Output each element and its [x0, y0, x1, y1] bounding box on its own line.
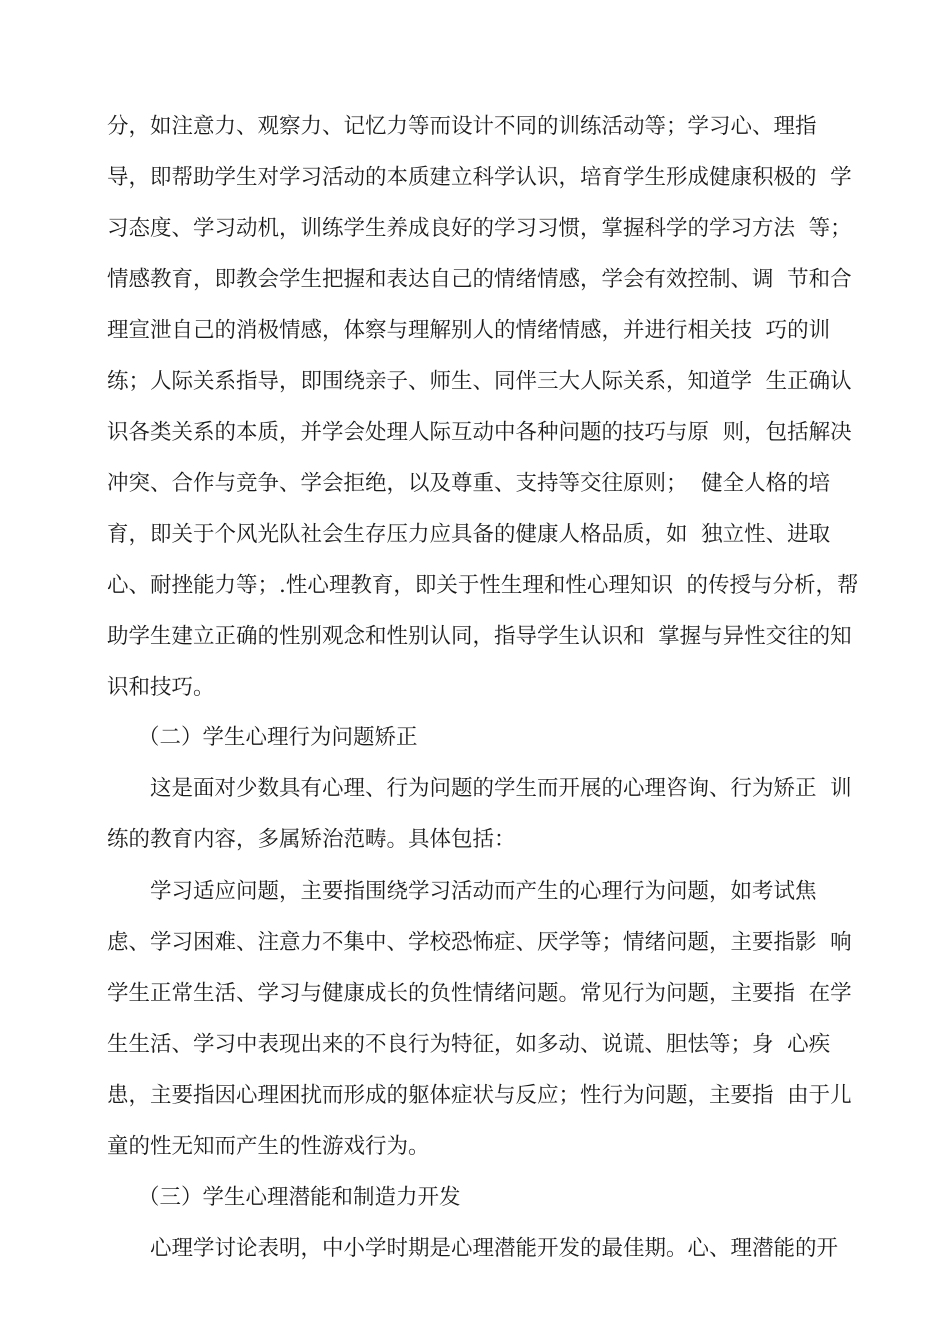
- section-heading-3: （三）学生心理潜能和制造力开发: [138, 1185, 461, 1210]
- section-heading-2: （二）学生心理行为问题矫正: [138, 725, 418, 750]
- paragraph-2-line: 这是面对少数具有心理、行为问题的学生而开展的心理咨询、行为矫正 训: [150, 776, 852, 801]
- paragraph-1-line: 情感教育，即教会学生把握和表达自己的情绪情感，学会有效控制、调 节和合: [107, 267, 852, 292]
- paragraph-1-line: 育，即关于个风光队社会生存压力应具备的健康人格品质，如 独立性、进取: [107, 522, 831, 547]
- paragraph-3-line: 童的性无知而产生的性游戏行为。: [107, 1134, 430, 1159]
- paragraph-3-line: 患，主要指因心理困扰而形成的躯体症状与反应；性行为问题，主要指 由于儿: [107, 1083, 852, 1108]
- paragraph-1-line: 识各类关系的本质，并学会处理人际互动中各种问题的技巧与原 则，包括解决: [107, 420, 852, 445]
- paragraph-1-line: 识和技巧。: [107, 675, 215, 700]
- paragraph-3-line: 学生正常生活、学习与健康成长的负性情绪问题。常见行为问题，主要指 在学: [107, 981, 852, 1006]
- paragraph-1-line: 习态度、学习动机，训练学生养成良好的学习习惯，掌握科学的学习方法 等；: [107, 216, 852, 241]
- paragraph-1-line: 分，如注意力、观察力、记忆力等而设计不同的训练活动等；学习心、理指: [107, 114, 817, 139]
- paragraph-1-line: 助学生建立正确的性别观念和性别认同，指导学生认识和 掌握与异性交往的知: [107, 624, 852, 649]
- paragraph-3-line: 虑、学习困难、注意力不集中、学校恐怖症、厌学等；情绪问题，主要指影 响: [107, 930, 852, 955]
- paragraph-3-line: 生生活、学习中表现出来的不良行为特征，如多动、说谎、胆怯等；身 心疾: [107, 1032, 831, 1057]
- paragraph-1-line: 导，即帮助学生对学习活动的本质建立科学认识，培育学生形成健康积极的 学: [107, 165, 852, 190]
- paragraph-2-line: 练的教育内容，多属矫治范畴。具体包括：: [107, 827, 516, 852]
- paragraph-1-line: 练；人际关系指导，即围绕亲子、师生、同伴三大人际关系，知道学 生正确认: [107, 369, 852, 394]
- paragraph-1-line: 冲突、合作与竞争、学会拒绝，以及尊重、支持等交往原则； 健全人格的培: [107, 471, 831, 496]
- paragraph-3-line: 学习适应问题，主要指围绕学习活动而产生的心理行为问题，如考试焦: [150, 879, 817, 904]
- paragraph-4-line: 心理学讨论表明，中小学时期是心理潜能开发的最佳期。心、理潜能的开: [150, 1236, 839, 1261]
- paragraph-1-line: 理宣泄自己的消极情感，体察与理解别人的情绪情感，并进行相关技 巧的训: [107, 318, 831, 343]
- paragraph-1-line: 心、耐挫能力等；.性心理教育，即关于性生理和性心理知识 的传授与分析，帮: [107, 573, 859, 598]
